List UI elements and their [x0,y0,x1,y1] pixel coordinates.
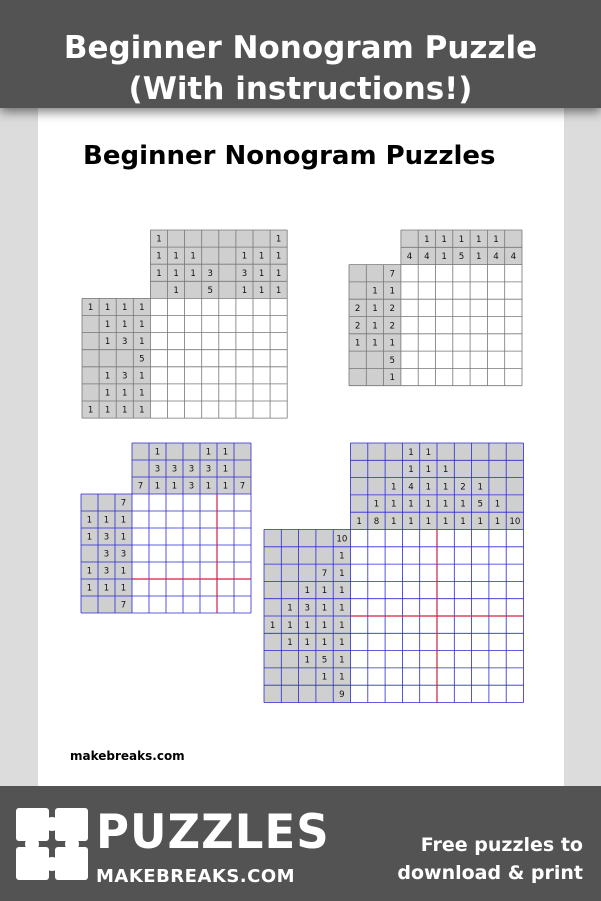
column-clue: 3 [171,464,178,475]
column-clue: 1 [424,234,430,245]
column-clue: 1 [154,447,161,458]
column-clue: 7 [239,481,246,492]
row-clue: 7 [120,600,127,611]
row-clue: 1 [339,620,345,631]
column-clue: 3 [205,464,212,475]
column-clue: 1 [222,464,229,475]
column-clue: 1 [441,234,447,245]
column-clue: 1 [173,285,179,296]
row-clue: 1 [122,405,128,416]
column-clue: 1 [173,251,179,262]
column-clue: 1 [241,285,248,296]
row-clue: 3 [122,337,128,348]
column-clue: 1 [408,499,414,510]
nonogram-puzzle-4 [264,443,524,703]
column-clue: 1 [275,234,282,245]
column-clue: 1 [425,516,432,527]
row-clue: 1 [372,286,378,297]
row-clue: 2 [354,303,361,314]
column-clue: 1 [477,516,483,527]
column-clue: 1 [275,285,282,296]
column-clue: 1 [476,234,482,245]
banner-title-line-2: (With instructions!) [128,71,473,107]
column-clue: 1 [442,482,449,493]
column-clue: 5 [477,499,483,510]
row-clue: 1 [86,566,93,577]
row-clue: 1 [139,320,145,331]
column-clue: 1 [156,234,162,245]
row-clue: 1 [372,303,378,314]
row-clue: 1 [104,337,111,348]
nonogram-puzzle-2 [349,230,522,386]
column-clue: 1 [222,481,229,492]
column-clue: 1 [442,465,449,476]
row-clue: 5 [321,655,328,666]
column-clue: 5 [458,252,465,263]
row-clue: 9 [339,689,345,700]
column-clue: 4 [493,252,499,263]
row-clue: 2 [354,321,361,332]
row-clue: 1 [339,638,345,649]
column-clue: 10 [509,516,521,527]
column-clue: 1 [391,499,397,510]
row-clue: 1 [120,583,127,594]
column-clue: 1 [425,447,432,458]
column-clue: 1 [442,499,449,510]
column-clue: 1 [190,268,196,279]
row-clue: 1 [304,638,310,649]
row-clue: 1 [139,405,145,416]
nonogram-puzzle-1 [82,230,287,418]
column-clue: 1 [190,251,196,262]
solution-grid[interactable] [401,265,522,386]
column-clue: 3 [188,464,195,475]
row-clue: 1 [339,551,345,562]
row-clue: 7 [321,568,328,579]
row-clue: 1 [122,388,128,399]
row-clue: 3 [103,532,110,543]
column-clue: 1 [156,268,162,279]
row-clue: 1 [287,620,293,631]
column-clue: 1 [494,499,501,510]
row-clue: 1 [389,373,395,384]
row-clue: 1 [139,371,145,382]
column-clue: 1 [442,516,449,527]
row-clue: 1 [339,586,345,597]
column-clue: 5 [207,285,213,296]
column-clue: 1 [458,234,465,245]
row-clue: 1 [321,620,328,631]
row-clue: 7 [389,269,395,280]
row-clue: 1 [86,515,93,526]
footer-tagline-line-2: download & print [397,862,583,884]
row-clue: 1 [139,337,145,348]
row-clue: 1 [339,568,345,579]
footer-brand-url: MAKEBREAKS.COM [96,866,296,887]
row-clue: 1 [287,603,293,614]
column-clue: 1 [154,481,161,492]
row-clue: 1 [372,338,378,349]
row-clue: 3 [103,549,110,560]
row-clue: 1 [139,388,145,399]
column-clue: 1 [241,251,248,262]
column-clue: 1 [408,465,414,476]
row-clue: 3 [103,566,110,577]
column-clue: 1 [356,516,362,527]
footer-brand: PUZZLES [96,803,330,860]
row-clue: 1 [339,672,345,683]
row-clue: 1 [287,638,293,649]
column-clue: 2 [460,482,466,493]
column-clue: 1 [258,251,265,262]
column-clue: 1 [408,516,414,527]
row-clue: 2 [389,321,395,332]
column-clue: 1 [275,251,282,262]
row-clue: 1 [372,321,378,332]
row-clue: 2 [389,303,395,314]
row-clue: 1 [104,303,111,314]
row-clue: 1 [120,532,127,543]
row-clue: 1 [122,303,128,314]
footer-tagline-line-1: Free puzzles to [420,834,583,856]
sheet-heading: Beginner Nonogram Puzzles [83,141,496,171]
row-clue: 1 [321,638,328,649]
column-clue: 1 [460,499,466,510]
row-clue: 3 [122,371,128,382]
column-clue: 4 [424,252,430,263]
row-clue: 3 [304,603,310,614]
row-clue: 1 [104,405,111,416]
row-clue: 1 [321,586,328,597]
column-clue: 4 [510,252,517,263]
row-clue: 1 [339,655,345,666]
column-clue: 4 [406,252,413,263]
banner-title-line-1: Beginner Nonogram Puzzle [63,30,538,66]
column-clue: 3 [188,481,195,492]
column-clue: 1 [494,516,501,527]
nonogram-puzzle-3 [81,443,251,613]
column-clue: 1 [222,447,229,458]
row-clue: 1 [87,303,94,314]
column-clue: 1 [173,268,179,279]
column-clue: 8 [373,516,380,527]
row-clue: 1 [304,586,310,597]
row-clue: 5 [139,354,145,365]
row-clue: 7 [120,498,127,509]
column-clue: 1 [441,252,447,263]
row-clue: 1 [321,672,328,683]
row-clue: 5 [389,355,395,366]
row-clue: 1 [389,338,395,349]
column-clue: 1 [408,447,414,458]
row-clue: 1 [269,620,276,631]
row-clue: 1 [354,338,361,349]
puzzle-piece-icon [14,806,90,882]
row-clue: 1 [122,320,128,331]
row-clue: 1 [104,320,111,331]
row-clue: 1 [86,532,93,543]
column-clue: 3 [241,268,248,279]
row-clue: 1 [86,583,93,594]
column-clue: 1 [205,447,212,458]
column-clue: 1 [275,268,282,279]
column-clue: 7 [137,481,144,492]
column-clue: 1 [425,465,432,476]
column-clue: 4 [408,482,414,493]
solution-grid[interactable] [132,494,251,613]
column-clue: 3 [207,268,213,279]
row-clue: 3 [120,549,127,560]
row-clue: 1 [104,388,111,399]
column-clue: 1 [493,234,499,245]
column-clue: 1 [171,481,178,492]
row-clue: 1 [321,603,328,614]
row-clue: 1 [104,371,111,382]
column-clue: 1 [425,482,432,493]
row-clue: 1 [389,286,395,297]
row-clue: 1 [120,566,127,577]
column-clue: 1 [476,252,482,263]
row-clue: 10 [336,534,348,545]
column-clue: 1 [205,481,212,492]
site-url: makebreaks.com [70,749,185,763]
row-clue: 1 [87,405,94,416]
row-clue: 1 [339,603,345,614]
column-clue: 1 [477,482,483,493]
column-clue: 1 [258,268,265,279]
column-clue: 1 [258,285,265,296]
column-clue: 1 [460,516,466,527]
row-clue: 1 [103,515,110,526]
row-clue: 1 [103,583,110,594]
row-clue: 1 [120,515,127,526]
column-clue: 1 [391,482,397,493]
column-clue: 1 [156,251,162,262]
column-clue: 1 [373,499,380,510]
row-clue: 1 [139,303,145,314]
row-clue: 1 [304,620,310,631]
top-banner [0,0,601,108]
row-clue: 1 [304,655,310,666]
column-clue: 1 [391,516,397,527]
column-clue: 3 [154,464,161,475]
column-clue: 1 [425,499,432,510]
